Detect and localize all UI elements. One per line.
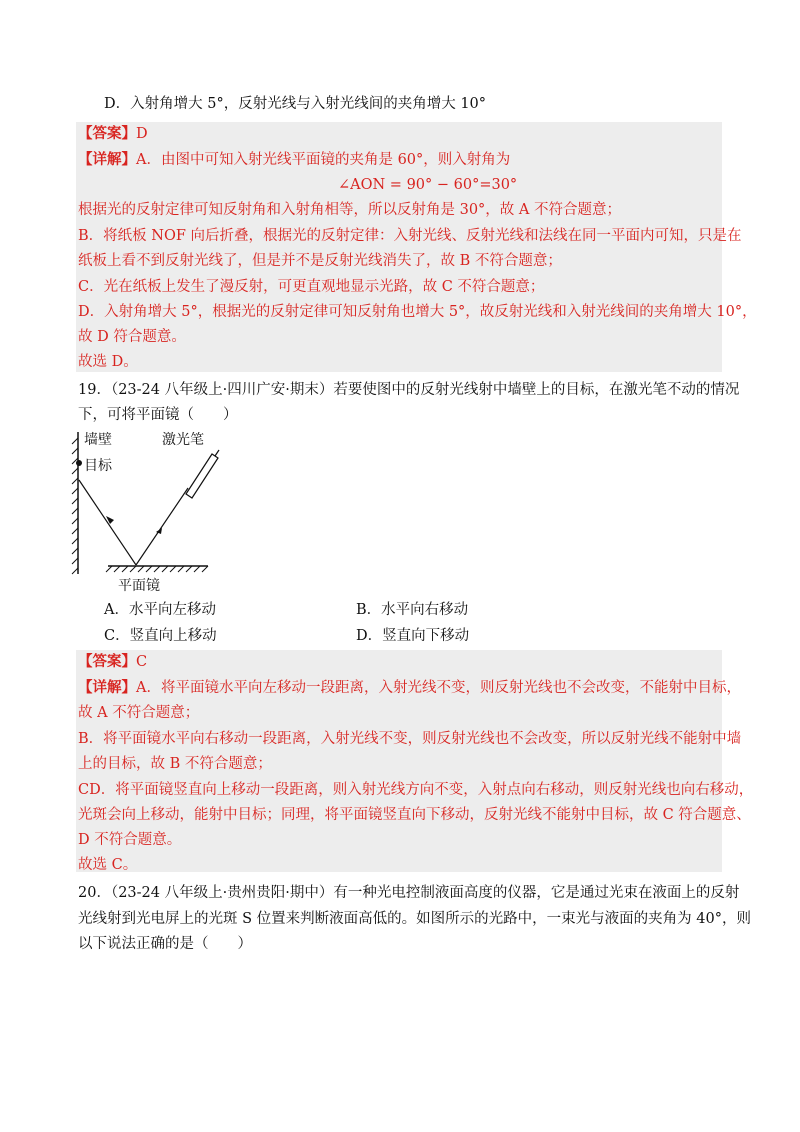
q19-detail-cd2: 光斑会向上移动，能射中目标；同理，将平面镜竖直向下移动，反射光线不能射中目标，故 C 符合题意、 bbox=[78, 807, 751, 823]
incident-ray bbox=[136, 488, 188, 565]
q18-detail-b1: B．将纸板 NOF 向后折叠，根据光的反射定律：入射光线、反射光线和法线在同一平面内可知，只是在 bbox=[78, 228, 742, 244]
q18-detail-d2: 故 D 符合题意。 bbox=[78, 329, 186, 345]
q18-answer-line bbox=[78, 124, 148, 144]
wall-hatch bbox=[72, 438, 78, 574]
q19-detail-cd1: CD．将平面镜竖直向上移动一段距离，则入射光线方向不变，入射点向右移动，则反射光线也向右移动， bbox=[78, 782, 754, 798]
q18-formula: ∠AON = 90° − 60°=30° bbox=[338, 177, 518, 193]
q19-option-c: C．竖直向上移动 bbox=[104, 628, 217, 644]
q19-option-a: A．水平向左移动 bbox=[104, 602, 216, 618]
q18-detail-a bbox=[78, 150, 510, 170]
q19-option-d: D．竖直向下移动 bbox=[356, 628, 470, 644]
q19-figure bbox=[70, 428, 250, 598]
q19-stem-line2: 下，可将平面镜（ ） bbox=[78, 407, 238, 423]
detail-text: A．由图中可知入射光线平面镜的夹角是 60°，则入射角为 bbox=[136, 152, 511, 168]
q19-detail-a2: 故 A 不符合题意； bbox=[78, 705, 200, 721]
q19-stem-line1: 19．（23-24 八年级上·四川广安·期末）若要使图中的反射光线射中墙壁上的目标，在激光笔不动的情况 bbox=[78, 382, 740, 398]
q20-stem-line2: 光线射到光电屏上的光斑 S 位置来判断液面高低的。如图所示的光路中，一束光与液面的夹角为 40°，则 bbox=[78, 911, 751, 927]
q18-detail-d1: D．入射角增大 5°，根据光的反射定律可知反射角也增大 5°，故反射光线和入射光线间的夹角增大 10°， bbox=[78, 304, 757, 320]
q18-option-d: D．入射角增大 5°，反射光线与入射光线间的夹角增大 10° bbox=[104, 96, 487, 112]
q18-conclusion: 故选 D。 bbox=[78, 354, 138, 370]
target-label: 目标 bbox=[84, 458, 112, 474]
laser-pointer-icon bbox=[186, 450, 219, 498]
q18-detail-a2: 根据光的反射定律可知反射角和入射角相等，所以反射角是 30°，故 A 不符合题意； bbox=[78, 202, 621, 218]
q19-detail-b1: B．将平面镜水平向右移动一段距离，入射光线不变，则反射光线也不会改变，所以反射光线不能射中墙 bbox=[78, 731, 742, 747]
wall-label: 墙壁 bbox=[84, 432, 112, 448]
laser-label: 激光笔 bbox=[162, 432, 204, 448]
detail-label: 【详解】 bbox=[78, 151, 136, 168]
answer-value: D bbox=[136, 126, 148, 142]
detail-label: 【详解】 bbox=[78, 679, 136, 696]
q19-detail-b2: 上的目标，故 B 不符合题意； bbox=[78, 756, 272, 772]
target-dot bbox=[76, 460, 82, 466]
answer-label: 【答案】 bbox=[78, 125, 136, 142]
mirror-label: 平面镜 bbox=[118, 578, 160, 594]
q19-answer-line bbox=[78, 652, 147, 672]
answer-label: 【答案】 bbox=[78, 653, 136, 670]
q19-option-b: B．水平向右移动 bbox=[356, 602, 469, 618]
answer-value: C bbox=[136, 654, 148, 670]
reflected-ray bbox=[79, 480, 136, 565]
detail-text: A．将平面镜水平向左移动一段距离，入射光线不变，则反射光线也不会改变，不能射中目标， bbox=[136, 680, 741, 696]
q18-detail-b2: 纸板上看不到反射光线了，但是并不是反射光线消失了，故 B 不符合题意； bbox=[78, 253, 562, 269]
q20-stem-line3: 以下说法正确的是（ ） bbox=[78, 936, 252, 952]
q19-detail-cd3: D 不符合题意。 bbox=[78, 832, 182, 848]
q19-conclusion: 故选 C。 bbox=[78, 857, 138, 873]
mirror-hatch bbox=[106, 566, 208, 572]
q20-stem-line1: 20．（23-24 八年级上·贵州贵阳·期中）有一种光电控制液面高度的仪器，它是通过光束在液面上的反射 bbox=[78, 885, 740, 901]
q18-detail-c: C．光在纸板上发生了漫反射，可更直观地显示光路，故 C 不符合题意； bbox=[78, 279, 545, 295]
q19-detail-a1 bbox=[78, 678, 741, 698]
